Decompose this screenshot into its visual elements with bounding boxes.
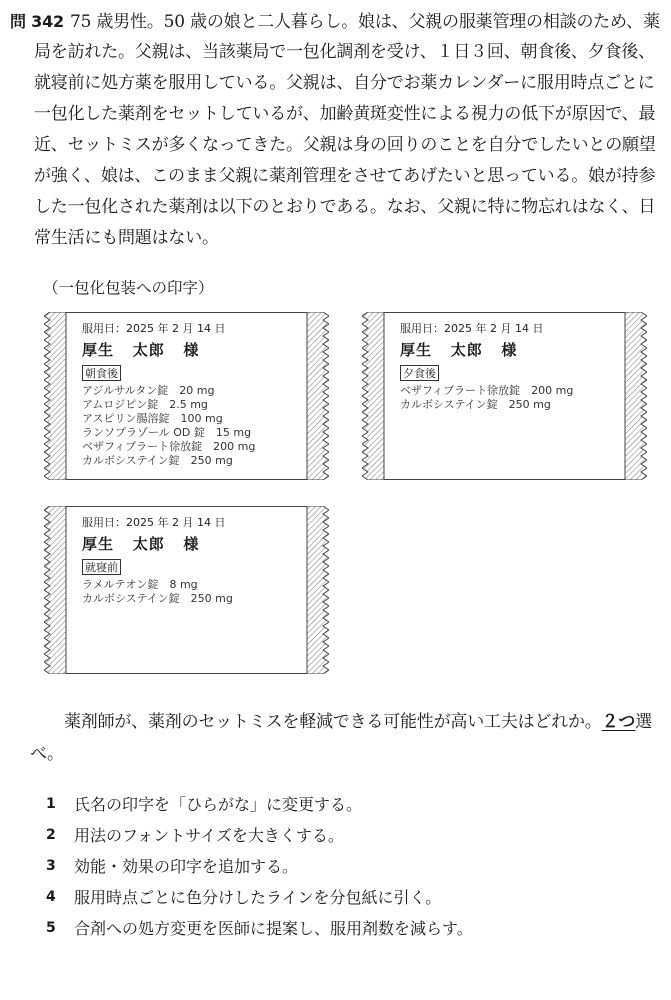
answer-option-3[interactable] [46, 850, 473, 881]
drug-item: アムロジピン錠 2.5 mg [82, 398, 208, 411]
answer-option-5[interactable] [46, 912, 473, 943]
question-line-3: 就寝前に処方薬を服用している。父親は、自分でお薬カレンダーに服用時点ごとに [34, 73, 655, 93]
question-line-5: 近、セットミスが多くなってきた。父親は身の回りのことを自分でしたいとの願望 [34, 135, 656, 155]
packet-seal-right [307, 312, 329, 480]
name-given: 太郎 [132, 535, 165, 553]
question-text: 75 歳男性。50 歳の娘と二人暮らし。娘は、父親の服薬管理の相談のため、薬 [69, 12, 660, 32]
question-line-4: 一包化した薬剤をセットしているが、加齢黄斑変性による視力の低下が原因で、最 [34, 104, 656, 124]
drug-item: カルボシステイン錠 250 mg [82, 454, 233, 467]
drug-item: アジルサルタン錠 20 mg [82, 384, 215, 397]
drug-list [82, 384, 302, 468]
question-line-2: 局を訪れた。父親は、当該薬局で一包化調剤を受け、１日３回、朝食後、夕食後、 [34, 42, 655, 62]
question-number: 問 342 [10, 12, 64, 31]
drug-item: カルボシステイン錠 250 mg [82, 592, 233, 605]
name-surname: 厚生 [82, 341, 115, 359]
drug-item: ランソプラゾール OD 錠 15 mg [82, 426, 252, 439]
packet-date: 服用日：2025 年 2 月 14 日 [82, 516, 226, 529]
packet-seal-left [362, 312, 384, 480]
dosing-timing-label: 夕食後 [400, 365, 439, 381]
option-text: 効能・効果の印字を追加する。 [74, 857, 299, 876]
packet-seal-left [44, 312, 66, 480]
option-number: 2 [46, 826, 56, 843]
option-text: 氏名の印字を「ひらがな」に変更する。 [74, 795, 363, 814]
option-number: 4 [46, 888, 56, 905]
patient-name [400, 339, 620, 360]
question-line-6: が強く、娘は、このまま父親に薬剤管理をさせてあげたいと思っている。娘が持参 [34, 166, 656, 186]
question-line-8: 常生活にも問題はない。 [34, 228, 219, 248]
answer-option-1[interactable] [46, 788, 473, 819]
option-number: 3 [46, 857, 56, 874]
packet-seal-right [625, 312, 647, 480]
drug-item: アスピリン腸溶錠 100 mg [82, 412, 223, 425]
medication-packet-evening [362, 312, 647, 480]
medication-packet-bedtime [44, 506, 329, 674]
packet-date: 服用日：2025 年 2 月 14 日 [400, 322, 544, 335]
name-given: 太郎 [450, 341, 483, 359]
packet-seal-right [307, 506, 329, 674]
name-surname: 厚生 [400, 341, 433, 359]
prompt-text: 薬剤師が、薬剤のセットミスを軽減できる可能性が高い工夫はどれか。 [64, 712, 602, 732]
dosing-timing-label: 朝食後 [82, 365, 121, 381]
dosing-timing-label: 就寝前 [82, 559, 121, 575]
name-honorific: 様 [501, 341, 518, 359]
medication-packet-morning [44, 312, 329, 480]
answer-option-2[interactable] [46, 819, 473, 850]
drug-list [400, 384, 620, 412]
option-text: 用法のフォントサイズを大きくする。 [74, 826, 344, 845]
name-surname: 厚生 [82, 535, 115, 553]
answer-options [46, 788, 473, 943]
patient-name [82, 339, 302, 360]
patient-name [82, 533, 302, 554]
name-given: 太郎 [132, 341, 165, 359]
question-line-1 [10, 6, 662, 38]
packet-seal-left [44, 506, 66, 674]
prompt-emphasis: ２つ [601, 712, 636, 732]
option-text: 合剤への処方変更を医師に提案し、服用剤数を減らす。 [74, 919, 473, 938]
question-line-7: した一包化された薬剤は以下のとおりである。なお、父親に特に物忘れはなく、日 [34, 197, 656, 217]
packet-date: 服用日：2025 年 2 月 14 日 [82, 322, 226, 335]
answer-option-4[interactable] [46, 881, 473, 912]
option-text: 服用時点ごとに色分けしたラインを分包紙に引く。 [74, 888, 442, 907]
name-honorific: 様 [183, 341, 200, 359]
question-block [10, 6, 662, 38]
question-prompt [64, 707, 652, 732]
drug-item: ラメルテオン錠 8 mg [82, 578, 198, 591]
prompt-text-end: 選 [635, 712, 653, 732]
question-prompt-line-2: べ。 [30, 744, 64, 764]
name-honorific: 様 [183, 535, 200, 553]
option-number: 1 [46, 795, 56, 812]
drug-item: ベザフィブラート徐放錠 200 mg [400, 384, 574, 397]
drug-item: カルボシステイン錠 250 mg [400, 398, 551, 411]
option-number: 5 [46, 919, 56, 936]
drug-item: ベザフィブラート徐放錠 200 mg [82, 440, 256, 453]
packet-caption: （一包化包装への印字） [43, 279, 214, 297]
drug-list [82, 578, 302, 606]
